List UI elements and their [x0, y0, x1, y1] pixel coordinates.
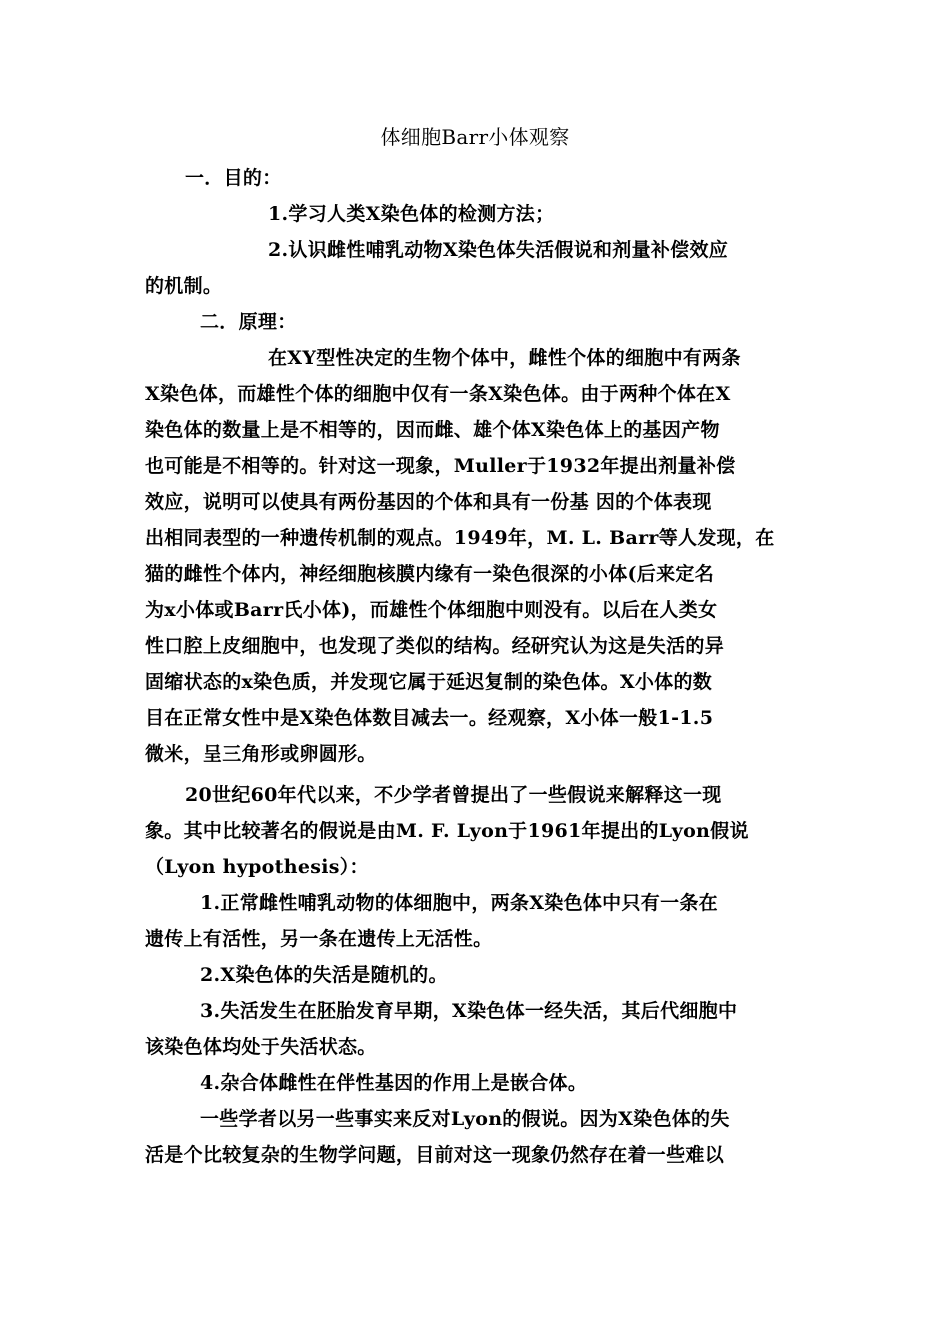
paragraph-line: 出相同表型的一种遗传机制的观点。1949年，M. L. Barr等人发现，在 — [145, 527, 775, 549]
paragraph-line: 猫的雌性个体内，神经细胞核膜内缘有一染色很深的小体(后来定名 — [145, 563, 714, 585]
purpose-item: 1.学习人类X染色体的检测方法； — [268, 203, 555, 225]
page-title: 体细胞Barr小体观察 — [380, 125, 570, 149]
paragraph-line: 20世纪60年代以来，不少学者曾提出了一些假说来解释这一现 — [185, 784, 722, 806]
paragraph-line: 也可能是不相等的。针对这一现象，Muller于1932年提出剂量补偿 — [145, 455, 736, 477]
paragraph-line: （Lyon hypothesis）： — [145, 856, 369, 878]
lyon-point: 2.X染色体的失活是随机的。 — [200, 964, 448, 986]
paragraph-line: 象。其中比较著名的假说是由M. F. Lyon于1961年提出的Lyon假说 — [145, 820, 749, 842]
purpose-item: 2.认识雌性哺乳动物X染色体失活假说和剂量补偿效应 — [268, 239, 729, 261]
lyon-point-continued: 该染色体均处于失活状态。 — [145, 1036, 377, 1058]
paragraph-line: 染色体的数量上是不相等的，因而雌、雄个体X染色体上的基因产物 — [145, 419, 720, 441]
lyon-point: 4.杂合体雌性在伴性基因的作用上是嵌合体。 — [200, 1072, 588, 1094]
paragraph-line: 微米，呈三角形或卵圆形。 — [145, 743, 377, 765]
paragraph-line: 效应，说明可以使具有两份基因的个体和具有一份基 因的个体表现 — [145, 491, 712, 513]
paragraph-line: 目在正常女性中是X染色体数目减去一。经观察，X小体一般1-1.5 — [145, 707, 714, 729]
section-heading-purpose: 一．目的： — [185, 167, 282, 189]
paragraph-line: X染色体，而雄性个体的细胞中仅有一条X染色体。由于两种个体在X — [145, 383, 731, 405]
lyon-point: 1.正常雌性哺乳动物的体细胞中，两条X染色体中只有一条在 — [200, 892, 718, 914]
paragraph-line: 固缩状态的x染色质，并发现它属于延迟复制的染色体。X小体的数 — [145, 671, 713, 693]
paragraph-line: 性口腔上皮细胞中，也发现了类似的结构。经研究认为这是失活的异 — [145, 635, 725, 657]
lyon-point-continued: 遗传上有活性，另一条在遗传上无活性。 — [145, 928, 493, 950]
lyon-point: 3.失活发生在胚胎发育早期，X染色体一经失活，其后代细胞中 — [200, 1000, 738, 1022]
paragraph-line: 为x小体或Barr氏小体)，而雄性个体细胞中则没有。以后在人类女 — [145, 599, 718, 621]
paragraph-line: 在XY型性决定的生物个体中，雌性个体的细胞中有两条 — [268, 347, 741, 369]
paragraph-line: 一些学者以另一些事实来反对Lyon的假说。因为X染色体的失 — [200, 1108, 730, 1130]
section-heading-principle: 二．原理： — [200, 311, 297, 333]
paragraph-line: 活是个比较复杂的生物学问题，目前对这一现象仍然存在着一些难以 — [145, 1144, 725, 1166]
purpose-item-continued: 的机制。 — [145, 275, 223, 297]
